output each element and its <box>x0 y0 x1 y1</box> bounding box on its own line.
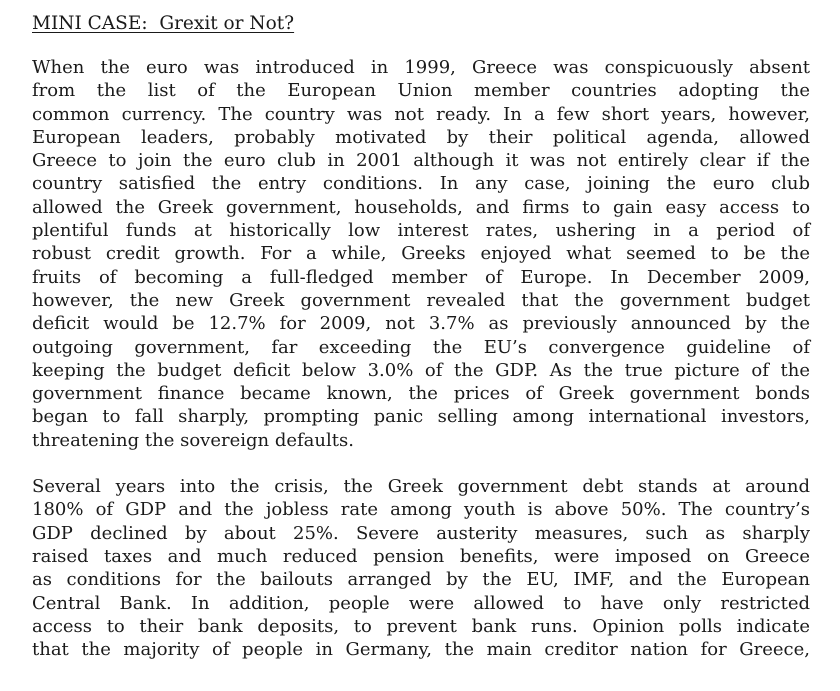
text-line: from the list of the European Union member countries adopting the <box>32 80 810 102</box>
text-line: Greece to join the euro club in 2001 although it was not entirely clear if the <box>32 150 811 172</box>
text-line: however, the new Greek government revealed that the government budget <box>32 289 810 311</box>
text-line: country satisfied the entry conditions. In any case, joining the euro club <box>32 173 811 195</box>
text-line: deficit would be 12.7% for 2009, not 3.7% as previously announced by the <box>32 313 811 335</box>
text-line: common currency. The country was not ready. In a few short years, however, <box>32 103 811 125</box>
paragraph-spacer <box>32 452 810 475</box>
text-line: When the euro was introduced in 1999, Greece was conspicuously absent <box>32 57 811 78</box>
text-line: began to fall sharply, prompting panic selling among international investors, <box>32 406 810 428</box>
text-line: raised taxes and much reduced pension benefits, were imposed on Greece <box>32 545 811 567</box>
text-line: allowed the Greek government, households, and firms to gain easy access to <box>32 196 811 218</box>
text-line: keeping the budget deficit below 3.0% of the GDP. As the true picture of the <box>32 359 810 381</box>
text-line: that the majority of people in Germany, the main creditor nation for Greece, <box>32 639 810 661</box>
text-line: plentiful funds at historically low interest rates, ushering in a period of <box>32 220 810 242</box>
text-line: GDP declined by about 25%. Severe austerity measures, such as sharply <box>32 522 810 544</box>
text-line: outgoing government, far exceeding the EU’s convergence guideline of <box>32 336 810 358</box>
text-line: 180% of GDP and the jobless rate among youth is above 50%. The country’s <box>32 499 810 521</box>
text-line: threatening the sovereign defaults. <box>32 429 354 451</box>
text-line: access to their bank deposits, to prevent bank runs. Opinion polls indicate <box>32 615 810 637</box>
text-line: Central Bank. In addition, people were allowed to have only restricted <box>32 592 810 614</box>
text-line: robust credit growth. For a while, Greeks enjoyed what seemed to be the <box>32 243 811 265</box>
text-line: Several years into the crisis, the Greek government debt stands at around <box>32 476 811 498</box>
paragraph-crisis <box>32 475 810 661</box>
text-line: fruits of becoming a full-fledged member of Europe. In December 2009, <box>32 266 810 288</box>
text-line: as conditions for the bailouts arranged by the EU, IMF, and the European <box>32 569 810 591</box>
case-title: MINI CASE: Grexit or Not? <box>32 13 295 34</box>
text-line: European leaders, probably motivated by their political agenda, allowed <box>32 126 810 148</box>
document-page <box>32 10 810 661</box>
paragraph-intro <box>32 56 810 452</box>
text-line: government finance became known, the prices of Greek government bonds <box>32 383 810 405</box>
